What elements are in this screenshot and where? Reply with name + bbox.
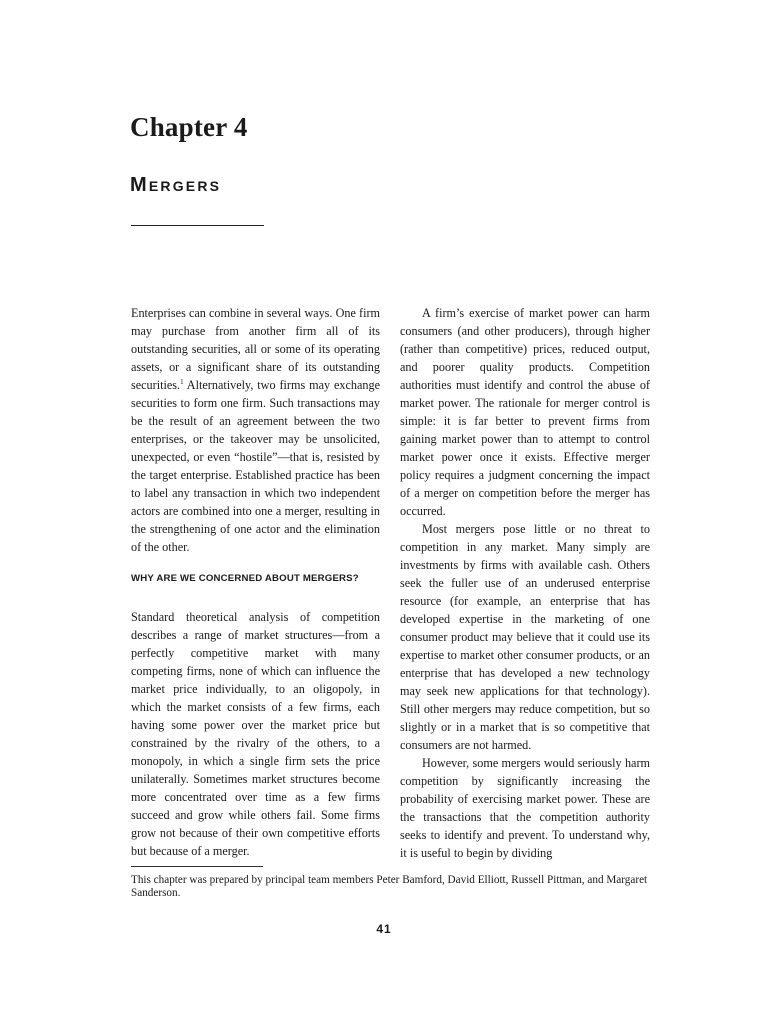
left-column — [131, 304, 380, 860]
chapter-title: Mergers — [130, 174, 222, 196]
left-paragraph-2: Standard theoretical analysis of competition describes a range of market structures—from a perfectly competitive market with many competing firms, none of which can influence the market price individually, to an oligopoly, in which the market consists of a few firms, each having some power over the market price but constrained by the rivalry of the others, to a monopoly, in which a single firm sets the price unilaterally. Sometimes market structures become more concentrated over time as a few firms succeed and grow while others fail. Some firms grow not because of their own competitive efforts but because of a merger. — [131, 610, 380, 858]
section-heading: WHY ARE WE CONCERNED ABOUT MERGERS? — [131, 573, 359, 584]
footnote-rule — [131, 866, 263, 867]
left-paragraph-1-text: Enterprises can combine in several ways. One firm may purchase from another firm all of its outstanding securities, all or some of its operating assets, or a significant share of its outstanding securities. — [131, 306, 380, 392]
left-paragraph-1 — [131, 304, 380, 556]
right-paragraph-2: Most mergers pose little or no threat to competition in any market. Many simply are investments by firms with available cash. Others seek the fuller use of an underused enterprise resource (for example, an enterprise that has developed expertise in the marketing of one consumer product may believe that it could use its expertise to market other consumer products, or an enterprise that has developed a new technology may seek new applications for that technology). Still other mergers may reduce competition, but so slightly or in a market that is so competitive that consumers are not harmed. — [400, 522, 650, 752]
chapter-label: Chapter 4 — [130, 112, 248, 142]
footnote: This chapter was prepared by principal team members Peter Bamford, David Elliott, Russell Pittman, and Margaret Sanderson. — [131, 874, 648, 899]
right-column — [400, 304, 650, 862]
page-number: 41 — [376, 922, 392, 936]
footnote-marker: 1 — [180, 377, 184, 386]
left-paragraph-1-text-cont: Alternatively, two firms may exchange securities to form one firm. Such transactions may be the result of an agreement between the two enterprises, or the takeover may be unsolicited, unexpected, or even “hostile”—that is, resisted by the target enterprise. Established practice has been to label any transaction in which two independent actors are combined into one a merger, resulting in the strengthening of one actor and the elimination of the other. — [131, 378, 380, 554]
title-rule — [131, 225, 264, 226]
right-paragraph-1: A firm’s exercise of market power can harm consumers (and other producers), through higher (rather than competitive) prices, reduced output, and poorer quality products. Competition authorities must identify and control the abuse of market power. The rationale for merger control is simple: it is far better to prevent firms from gaining market power than to attempt to control market power once it exists. Effective merger policy requires a judgment concerning the impact of a merger on competition before the merger has occurred. — [400, 306, 650, 518]
right-paragraph-3: However, some mergers would seriously harm competition by significantly increasing the probability of exercising market power. These are the transactions that the competition authority seeks to identify and prevent. To understand why, it is useful to begin by dividing — [400, 756, 650, 860]
